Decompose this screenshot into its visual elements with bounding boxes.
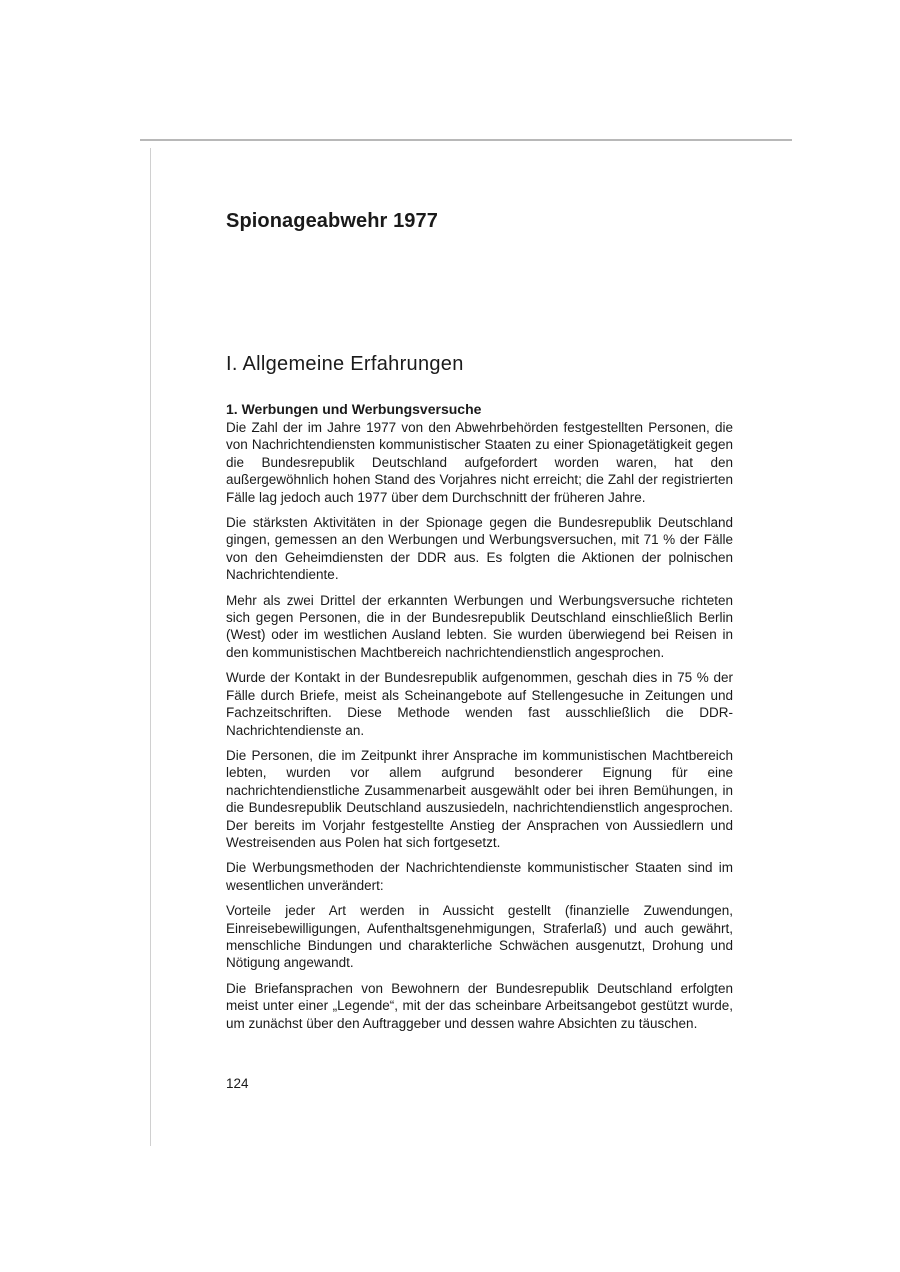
body-text [226, 419, 733, 1040]
paragraph: Vorteile jeder Art werden in Aussicht gestellt (finanzielle Zuwendungen, Einreisebewilligungen, Aufenthaltsgenehmigungen, Straferlaß) und auch gewährt, menschliche Bindungen und charakterliche Schwächen ausgenutzt, Drohung und Nötigung angewandt. [226, 903, 733, 971]
scan-border-left [150, 148, 151, 1146]
section-heading: I. Allgemeine Erfahrungen [226, 353, 464, 375]
paragraph: Die Personen, die im Zeitpunkt ihrer Ansprache im kommunistischen Machtbereich lebten, wurden vor allem aufgrund besonderer Eignung für eine nachrichtendienstliche Zusammenarbeit ausgewählt oder bei ihren Bemühungen, in die Bundesrepublik Deutschland auszusiedeln, nachrichtendienstlich angesprochen. Der bereits im Vorjahr festgestellte Anstieg der Ansprachen von Aussiedlern und Westreisenden aus Polen hat sich fortgesetzt. [226, 747, 733, 850]
paragraph: Wurde der Kontakt in der Bundesrepublik aufgenommen, geschah dies in 75 % der Fälle durch Briefe, meist als Scheinangebote auf Stellengesuche in Zeitungen und Fachzeitschriften. Diese Methode wenden fast ausschließlich die DDR-Nachrichtendienste an. [226, 670, 733, 738]
paragraph: Mehr als zwei Drittel der erkannten Werbungen und Werbungsversuche richteten sich gegen Personen, die in der Bundesrepublik Deutschland einschließlich Berlin (West) oder im westlichen Ausland lebten. Sie wurden überwiegend bei Reisen in den kommunistischen Machtbereich nachrichtendienstlich angesprochen. [226, 592, 733, 660]
scan-border-top [140, 139, 792, 141]
paragraph: Die stärksten Aktivitäten in der Spionage gegen die Bundesrepublik Deutschland gingen, gemessen an den Werbungen und Werbungsversuchen, mit 71 % der Fälle von den Geheimdiensten der DDR aus. Es folgten die Aktionen der polnischen Nachrichtendiente. [226, 515, 733, 583]
paragraph: Die Zahl der im Jahre 1977 von den Abwehrbehörden festgestellten Personen, die von Nachrichtendiensten kommunistischer Staaten zu einer Spionagetätigkeit gegen die Bundesrepublik Deutschland aufgefordert worden waren, hat den außergewöhnlich hohen Stand des Vorjahres nicht erreicht; die Zahl der registrierten Fälle lag jedoch auch 1977 über dem Durchschnitt der früheren Jahre. [226, 420, 733, 505]
paragraph: Die Briefansprachen von Bewohnern der Bundesrepublik Deutschland erfolgten meist unter einer „Legende“, mit der das scheinbare Arbeitsangebot gestützt wurde, um zunächst über den Auftraggeber und dessen wahre Absichten zu täuschen. [226, 980, 733, 1031]
page-number: 124 [226, 1076, 249, 1091]
subsection-heading: 1. Werbungen und Werbungsversuche [226, 401, 482, 417]
page-title: Spionageabwehr 1977 [226, 210, 438, 232]
paragraph: Die Werbungsmethoden der Nachrichtendienste kommunistischer Staaten sind im wesentlichen unverändert: [226, 860, 733, 893]
